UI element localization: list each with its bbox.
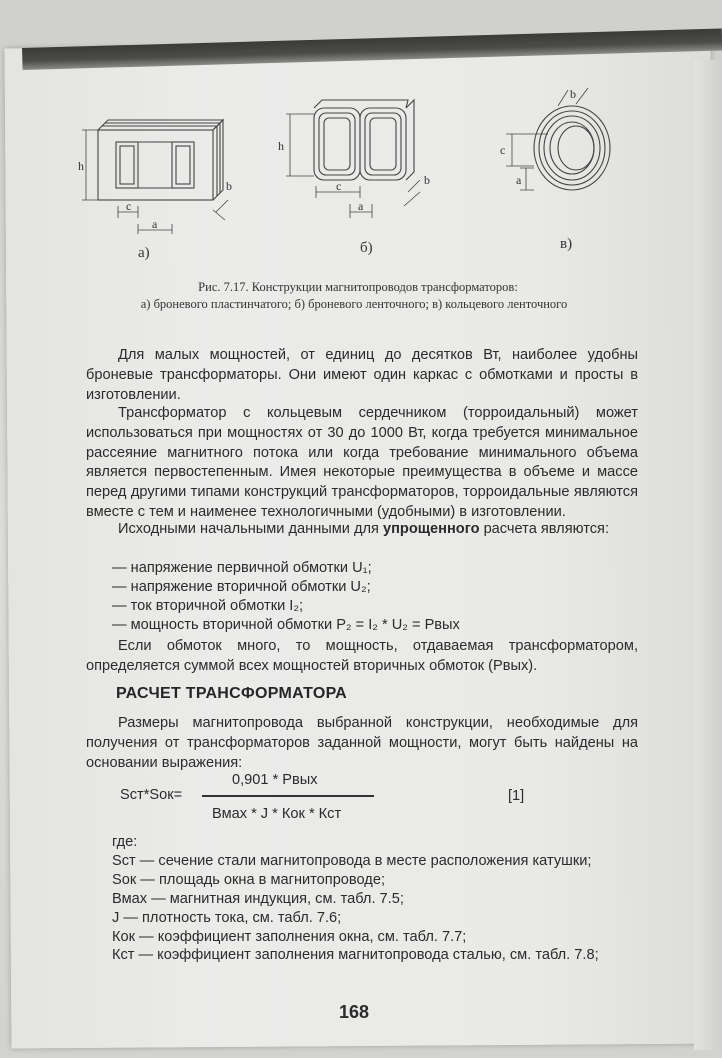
paragraph-2 (86, 404, 638, 523)
formula-numerator: 0,901 * Рвых (232, 772, 318, 788)
paragraph-3-text-a: Исходными начальными данными для (118, 521, 383, 537)
dim-a-c: a (516, 173, 522, 187)
paragraph-4-text: Если обмоток много, то мощность, отдаваемая трансформатором, определяется суммой всех мощностей вторичных обмоток (Рвых). (86, 638, 638, 674)
formula-denominator: Вмах * J * Кок * Кст (212, 806, 342, 822)
list-item: — напряжение первичной обмотки U₁; (112, 560, 372, 576)
list-item: — мощность вторичной обмотки P₂ = I₂ * U₂ = Рвых (112, 617, 460, 633)
paragraph-5-text: Размеры магнитопровода выбранной конструкции, необходимые для получения от трансформаторов заданной мощности, могут быть найдены на основании выражения: (86, 715, 638, 771)
definition-item: Sок — площадь окна в магнитопроводе; (112, 872, 385, 888)
dim-a-b: a (358, 199, 364, 213)
paragraph-1-text: Для малых мощностей, от единиц до десятков Вт, наиболее удобны броневые трансформаторы. Они имеют один каркас с обмотками и просты в изготовлении. (86, 347, 638, 403)
dim-h-b: h (278, 139, 284, 153)
paragraph-5 (86, 714, 638, 773)
paragraph-1 (86, 346, 638, 405)
figure-a-plate-core (78, 100, 248, 245)
dim-c-a: c (126, 199, 132, 213)
section-heading: РАСЧЕТ ТРАНСФОРМАТОРА (116, 685, 348, 702)
dim-c-c: c (500, 143, 506, 157)
paragraph-3-bold: упрощенного (382, 521, 480, 537)
figure-b-tape-core (276, 96, 446, 231)
dim-b-b: b (424, 173, 430, 187)
definition-item: J — плотность тока, см. табл. 7.6; (112, 910, 342, 926)
dim-h-a: h (78, 159, 84, 173)
dim-b-a: b (226, 179, 232, 193)
definition-item: Вмах — магнитная индукция, см. табл. 7.5; (112, 891, 404, 907)
paragraph-3-text-b: расчета являются: (479, 521, 609, 537)
where-label: где: (112, 834, 138, 850)
formula-reference: [1] (508, 788, 525, 804)
list-item: — ток вторичной обмотки I₂; (112, 598, 304, 614)
figure-label-c: в) (560, 236, 573, 252)
list-item: — напряжение вторичной обмотки U₂; (112, 579, 371, 595)
figure-label-b: б) (360, 240, 373, 256)
dim-c-b: c (336, 179, 342, 193)
figure-label-a: а) (138, 245, 150, 261)
paragraph-4 (86, 637, 638, 677)
dim-a-a: a (152, 217, 158, 231)
formula-fraction-line (202, 795, 374, 797)
definition-item: Кок — коэффициент заполнения окна, см. табл. 7.7; (112, 929, 467, 945)
definition-item: Кст — коэффициент заполнения магнитопровода сталью, см. табл. 7.8; (112, 947, 599, 963)
formula-lhs: Sст*Sок= (120, 787, 183, 803)
dim-b-c: b (570, 87, 576, 101)
paragraph-3 (86, 520, 638, 540)
page-number: 168 (339, 1002, 370, 1022)
definition-item: Sст — сечение стали магнитопровода в месте расположения катушки; (112, 853, 592, 869)
paragraph-2-text: Трансформатор с кольцевым сердечником (торроидальный) может использоваться при мощностях от 30 до 1000 Вт, когда требуется минимальное рассеяние магнитного потока или когда требование минимального объема является первостепенным. Имея некоторые преимущества в объеме и массе перед другими типами конструкций трансформаторов, торроидальные являются вместе с тем и наименее технологичными (удобными) в изготовлении. (86, 405, 638, 520)
figure-caption-line-2: а) броневого пластинчатого; б) броневого ленточного; в) кольцевого ленточного (140, 297, 568, 311)
figure-caption-line-1: Рис. 7.17. Конструкции магнитопроводов трансформаторов: (198, 280, 518, 294)
figure-c-ring-core (492, 86, 632, 211)
